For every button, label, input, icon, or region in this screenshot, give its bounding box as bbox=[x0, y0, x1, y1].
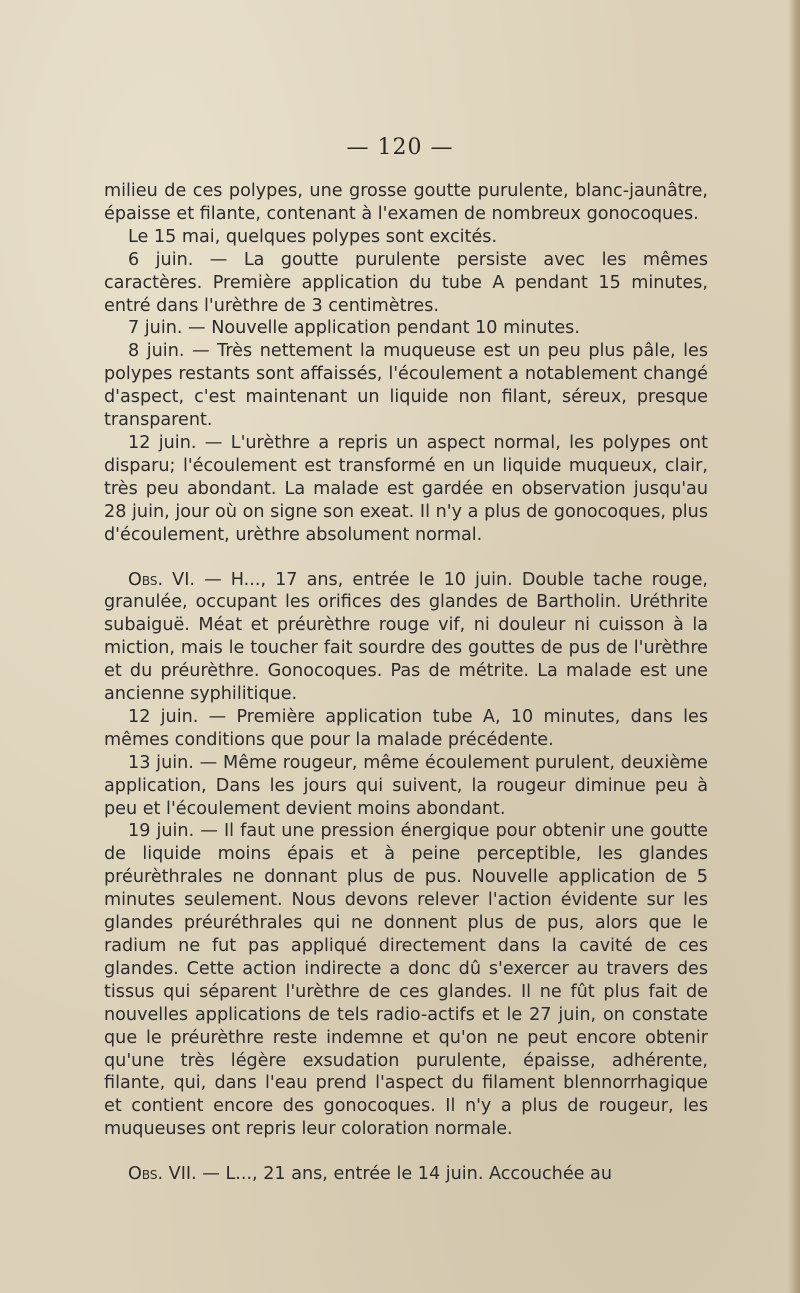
obs-vi-19-juin: 19 juin. — Il faut une pression énergique pour obtenir une goutte de liquide moins épais et à peine perceptible, les glandes préurèthrales ne donnant plus de pus. Nouvelle application de 5 minutes seulement. Nous devons relever l'action évidente sur les glandes préuréthrales qui ne donnent plus de pus, alors que le radium ne fut pas appliqué directement dans la cavité de ces glandes. Cette action indirecte a donc dû s'exercer au travers des tissus qui séparent l'urèthre de ces glandes. Il ne fût plus fait de nouvelles applications de tels radio-actifs et le 27 juin, on constate que le préurèthre reste indemne et qu'on ne peut encore obtenir qu'une très légère exsudation purulente, épaisse, adhérente, filante, qui, dans l'eau prend l'aspect du filament blennorrhagique et contient encore des gonocoques. Il n'y a plus de rougeur, les muqueuses ont repris leur coloration normale. bbox=[104, 821, 708, 1140]
observation-vi-label: Obs. VI. bbox=[128, 569, 195, 590]
observation-vi-text: — H..., 17 ans, entrée le 10 juin. Double tache rouge, granulée, occupant les orifices des glandes de Bartholin. Uréthrite subaiguë. Méat et préurèthre rouge vif, ni douleur ni cuisson à la miction, mais le toucher fait sourdre des gouttes de pus de l'urèthre et du préurèthre. Gonocoques. Pas de métrite. La malade est une ancienne syphilitique. bbox=[104, 569, 708, 705]
body-text bbox=[104, 180, 708, 1186]
paragraph-12-juin: 12 juin. — L'urèthre a repris un aspect normal, les polypes ont disparu; l'écoulement est transformé en un liquide muqueux, clair, très peu abondant. La malade est gardée en observation jusqu'au 28 juin, jour où on signe son exeat. Il n'y a plus de gonocoques, plus d'écoulement, urèthre absolument normal. bbox=[104, 432, 708, 545]
section-gap bbox=[104, 547, 708, 569]
section-gap bbox=[104, 1141, 708, 1163]
observation-vii-text: — L..., 21 ans, entrée le 14 juin. Accouchée au bbox=[196, 1164, 612, 1185]
page-edge bbox=[788, 0, 800, 1293]
paragraph-7-juin: 7 juin. — Nouvelle application pendant 10 minutes. bbox=[128, 318, 580, 339]
observation-vii bbox=[104, 1163, 708, 1186]
paragraph-6-juin: 6 juin. — La goutte purulente persiste avec les mêmes caractères. Première application du tube A pendant 15 minutes, entré dans l'urèthre de 3 centimètres. bbox=[104, 249, 708, 316]
paragraph-8-juin: 8 juin. — Très nettement la muqueuse est un peu plus pâle, les polypes restants sont affaissés, l'écoulement a notablement changé d'aspect, c'est maintenant un liquide non filant, séreux, presque transparent. bbox=[104, 341, 708, 431]
observation-vii-label: Obs. VII. bbox=[128, 1164, 197, 1185]
paragraph-15-mai: Le 15 mai, quelques polypes sont excités. bbox=[128, 226, 498, 247]
obs-vi-13-juin: 13 juin. — Même rougeur, même écoulement purulent, deuxième application, Dans les jours qui suivent, la rougeur diminue peu à peu et l'écoulement devient moins abondant. bbox=[104, 752, 708, 819]
observation-vi bbox=[104, 569, 708, 706]
page-number: — 120 — bbox=[346, 135, 454, 160]
paragraph-continuation: milieu de ces polypes, une grosse goutte purulente, blanc-jaunâtre, épaisse et filante, contenant à l'examen de nombreux gonocoques. bbox=[104, 181, 708, 224]
obs-vi-12-juin: 12 juin. — Première application tube A, 10 minutes, dans les mêmes conditions que pour la malade précédente. bbox=[104, 706, 708, 750]
